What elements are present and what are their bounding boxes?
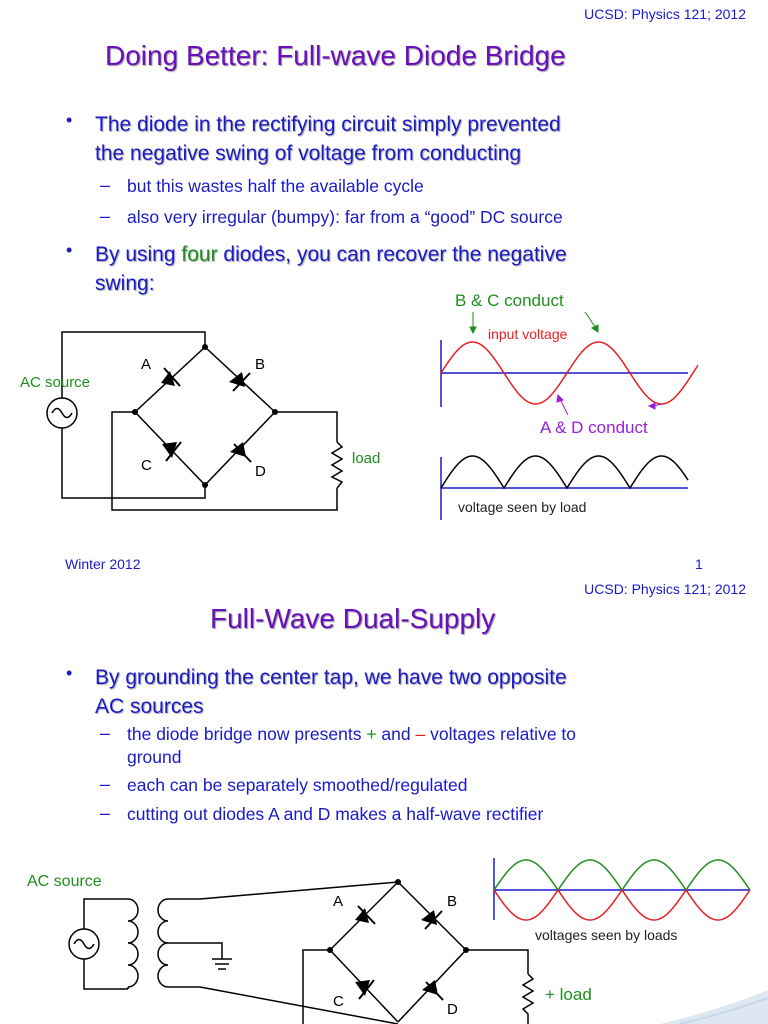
- positive-supply-curve: [494, 860, 750, 890]
- sub-dash: –: [100, 206, 111, 226]
- voltages-seen-label: voltages seen by loads: [535, 927, 678, 943]
- slide1-bullet1: [95, 110, 561, 168]
- diode-d-label: D: [255, 463, 266, 480]
- slide2-bullet1: [95, 663, 567, 721]
- sub-dash: –: [100, 723, 111, 743]
- rectified-voltage-curve: [441, 456, 688, 488]
- slide1-footer-left: Winter 2012: [65, 556, 141, 572]
- slide1-waveforms: [420, 285, 750, 525]
- diode-b-label: B: [447, 893, 458, 910]
- slide1-bullet1-line2: the negative swing of voltage from conducting: [95, 142, 522, 165]
- slide1-bullet2-line2: swing:: [95, 272, 155, 295]
- slide1-bullet2-line1: By using four diodes, you can recover the negative: [95, 243, 567, 266]
- slide1-title: Doing Better: Full-wave Diode Bridge: [105, 40, 566, 71]
- slide1-sub2: also very irregular (bumpy): far from a “good” DC source: [127, 207, 563, 227]
- sub-dash: –: [100, 175, 111, 195]
- voltage-seen-label: voltage seen by load: [458, 499, 587, 515]
- slide2-title: Full-Wave Dual-Supply: [210, 603, 496, 634]
- diode-a-label: A: [141, 356, 152, 373]
- sub-dash: –: [100, 803, 111, 823]
- slide2-header: UCSD: Physics 121; 2012: [584, 581, 746, 597]
- load-label: load: [352, 450, 381, 467]
- bullet-marker: •: [66, 240, 73, 260]
- slide1-bullet1-line1: The diode in the rectifying circuit simply prevented: [95, 113, 561, 136]
- slide1-page-number: 1: [695, 556, 703, 572]
- bullet-marker: •: [66, 110, 73, 130]
- slide1-sub1: but this wastes half the available cycle: [127, 176, 424, 196]
- bc-conduct-label: B & C conduct: [455, 291, 564, 310]
- ac-source-label: AC source: [27, 873, 102, 890]
- slide2-sub3: cutting out diodes A and D makes a half-wave rectifier: [127, 804, 544, 824]
- diode-a-label: A: [333, 893, 344, 910]
- diode-d-label: D: [447, 1001, 458, 1018]
- slide2-sub1: the diode bridge now presents + and – voltages relative to ground: [127, 724, 577, 767]
- page-curl-decoration: [660, 990, 768, 1024]
- slide1-header: UCSD: Physics 121; 2012: [584, 6, 746, 22]
- slide2-waveforms: [480, 850, 768, 950]
- plus-load-label: + load: [545, 985, 592, 1004]
- input-voltage-label: input voltage: [488, 326, 568, 342]
- slide2-bullet1-line2: AC sources: [95, 695, 204, 718]
- ac-source-label: AC source: [20, 374, 91, 391]
- bullet-marker: •: [66, 663, 73, 683]
- slide2-bullet1-line1: By grounding the center tap, we have two opposite: [95, 666, 567, 689]
- diode-c-label: C: [141, 457, 152, 474]
- diode-b-label: B: [255, 356, 266, 373]
- diode-c-label: C: [333, 993, 344, 1010]
- negative-supply-curve: [494, 890, 750, 920]
- sub-dash: –: [100, 774, 111, 794]
- slide2-sub2: each can be separately smoothed/regulated: [127, 775, 468, 795]
- ad-conduct-label: A & D conduct: [540, 418, 648, 437]
- slide1-bridge-circuit: [0, 320, 400, 520]
